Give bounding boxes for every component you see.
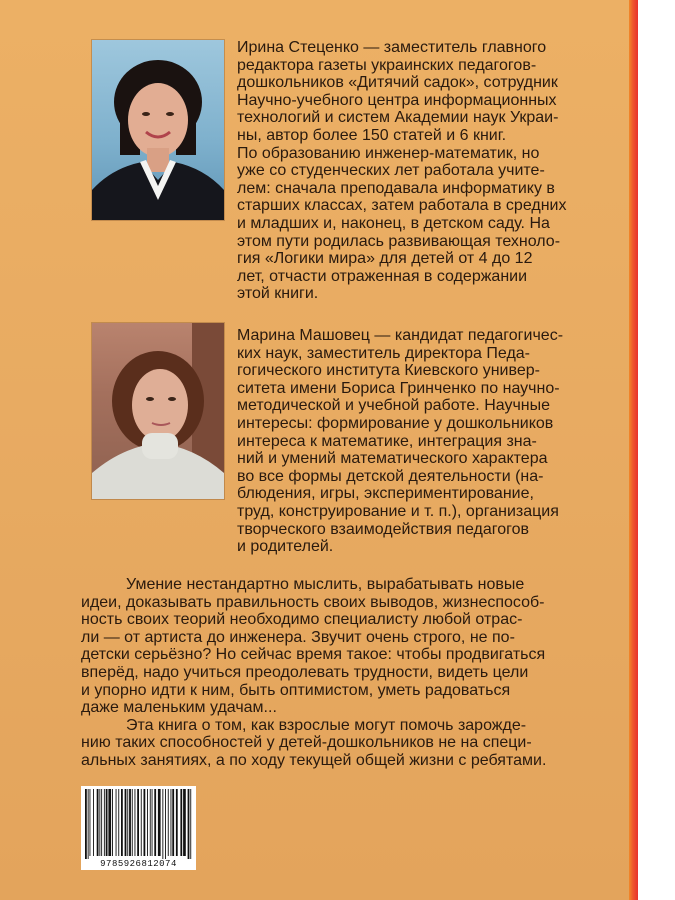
author-bio-marina [237, 327, 563, 556]
bio-line: По образованию инженер-математик, но [237, 144, 540, 162]
barcode-bar [180, 789, 182, 856]
barcode-bar [88, 789, 89, 859]
bio-line: старших классах, затем работала в средних [237, 197, 567, 215]
description-line: Умение нестандартно мыслить, вырабатывать новые [126, 576, 525, 593]
author-photo-marina [92, 323, 224, 499]
barcode-number: 9785926812074 [81, 859, 196, 870]
barcode-bar [108, 789, 111, 856]
bio-line: гия «Логики мира» для детей от 4 до 12 [237, 250, 533, 268]
barcode-bar [132, 789, 133, 856]
bio-line: блюдения, игры, экспериментирование, [237, 485, 534, 503]
description-line: ность своих теорий необходимо специалисту любой отрас- [81, 611, 523, 629]
description-line: нию таких способностей у детей-дошкольников не на специ- [81, 734, 532, 752]
bio-line: и родителей. [237, 538, 334, 556]
bio-line: этом пути родилась развивающая техноло- [237, 232, 561, 250]
barcode-bar [135, 789, 136, 856]
bio-line: Марина Машовец — кандидат педагогичес- [237, 327, 564, 344]
bio-line: Научно-учебного центра информационных [237, 91, 557, 109]
bio-line: ны, автор более 150 статей и 6 книг. [237, 126, 507, 144]
page-margin [638, 0, 675, 900]
barcode-bar [112, 789, 113, 856]
bio-line: дошкольников «Дитячий садок», сотрудник [237, 74, 558, 92]
barcode-bar [154, 789, 156, 856]
book-spine [629, 0, 638, 900]
description-line: Эта книга о том, как взрослые могут помочь зарожде- [126, 716, 527, 734]
barcode-bar [158, 789, 161, 856]
barcode-bar [147, 789, 148, 856]
bio-line: этой книги. [237, 285, 319, 303]
barcode-bar [144, 789, 146, 856]
bio-line: труд, конструирование и т. п.), организация [237, 502, 559, 520]
description-line: идеи, доказывать правильность своих выводов, жизнеспособ- [81, 593, 545, 611]
barcode-bar [165, 789, 166, 859]
bio-line: ситета имени Бориса Гринченко по научно- [237, 379, 560, 397]
bio-line: уже со студенческих лет работала учите- [237, 162, 545, 180]
barcode-bar [183, 789, 186, 856]
barcode-bar [106, 789, 108, 856]
bio-line: творческого взаимодействия педагогов [237, 520, 530, 538]
bio-line: гогического института Киевского универ- [237, 362, 540, 380]
book-description [81, 576, 546, 770]
barcode-bar [93, 789, 94, 856]
bio-line: лет, отчасти отраженная в содержании [237, 267, 528, 285]
barcode-bar [171, 789, 172, 856]
barcode-bar [99, 789, 100, 856]
author-bio-irina [237, 39, 566, 303]
barcode-bar [176, 789, 178, 856]
barcode-bar [172, 789, 174, 856]
barcode-bar [125, 789, 127, 856]
barcode [81, 786, 196, 859]
barcode-bar [85, 789, 87, 859]
barcode-bar [116, 789, 117, 856]
author-photo-irina [92, 40, 224, 220]
barcode-bar [150, 789, 151, 856]
description-line: вперёд, надо учиться преодолевать трудности, видеть цели [81, 663, 529, 681]
barcode-bar [188, 789, 190, 859]
description-line: ли — от артиста до инженера. Звучит очень строго, не по- [81, 628, 515, 646]
bio-line: методической и учебной работе. Научные [237, 397, 551, 415]
description-line: даже маленьким удачам... [81, 699, 277, 717]
bio-line: во все формы детской деятельности (на- [237, 467, 544, 485]
barcode-bar [137, 789, 139, 856]
barcode-bar [152, 789, 153, 856]
description-line: альных занятиях, а по ходу текущей общей жизни с ребятами. [81, 751, 547, 769]
barcode-bar [141, 789, 142, 856]
bio-line: технологий и систем Академии наук Украи- [237, 109, 559, 127]
barcode-bar [101, 789, 102, 856]
barcode-bar [129, 789, 131, 856]
bio-line: ний и умений математического характера [237, 450, 548, 468]
bio-line: лем: сначала преподавала информатику в [237, 179, 555, 197]
barcode-bar [90, 789, 91, 856]
bio-line: редактора газеты украинских педагогов- [237, 56, 537, 74]
barcode-bar [127, 789, 128, 856]
barcode-bar [190, 789, 191, 859]
description-line: детски серьёзно? Но сейчас время такое: чтобы продвигаться [81, 646, 546, 664]
bio-line: и младших и, наконец, в детском саду. На [237, 214, 550, 232]
barcode-bar [121, 789, 123, 856]
bio-line: Ирина Стеценко — заместитель главного [237, 39, 547, 56]
barcode-bar [97, 789, 99, 856]
description-line: и упорно идти к ним, быть оптимистом, уметь радоваться [81, 681, 511, 699]
bio-line: интереса к математике, интеграция зна- [237, 432, 537, 450]
barcode-bar [168, 789, 169, 856]
barcode-bar [104, 789, 105, 856]
barcode-bar [162, 789, 163, 859]
barcode-bar [118, 789, 119, 856]
bio-line: интересы: формирование у дошкольников [237, 414, 554, 432]
bio-line: ких наук, заместитель директора Педа- [237, 344, 531, 362]
